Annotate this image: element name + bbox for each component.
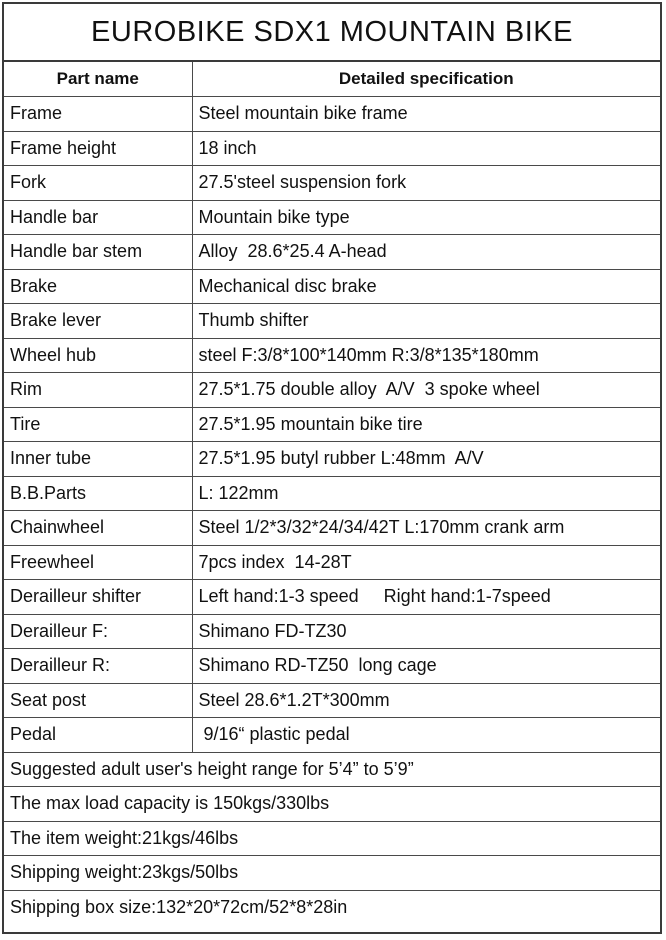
specification-cell: Thumb shifter <box>192 304 660 339</box>
specification-cell: Steel 1/2*3/32*24/34/42T L:170mm crank arm <box>192 511 660 546</box>
table-row <box>4 131 660 166</box>
table-row <box>4 476 660 511</box>
specification-cell: L: 122mm <box>192 476 660 511</box>
table-row <box>4 683 660 718</box>
specification-cell: 18 inch <box>192 131 660 166</box>
table-row <box>4 442 660 477</box>
part-name-cell: Brake <box>4 269 192 304</box>
table-row <box>4 269 660 304</box>
specification-cell: Mountain bike type <box>192 200 660 235</box>
specification-cell: steel F:3/8*100*140mm R:3/8*135*180mm <box>192 338 660 373</box>
specification-cell: 27.5*1.95 butyl rubber L:48mm A/V <box>192 442 660 477</box>
specification-cell: 9/16“ plastic pedal <box>192 718 660 753</box>
part-name-cell: B.B.Parts <box>4 476 192 511</box>
note-row <box>4 752 660 787</box>
note-row <box>4 821 660 856</box>
part-name-cell: Derailleur shifter <box>4 580 192 615</box>
specification-cell: 27.5*1.75 double alloy A/V 3 spoke wheel <box>192 373 660 408</box>
part-name-cell: Inner tube <box>4 442 192 477</box>
note-cell: Shipping weight:23kgs/50lbs <box>4 856 660 891</box>
spec-table <box>4 62 660 924</box>
table-row <box>4 200 660 235</box>
note-cell: The max load capacity is 150kgs/330lbs <box>4 787 660 822</box>
specification-cell: Left hand:1-3 speed Right hand:1-7speed <box>192 580 660 615</box>
table-header-row <box>4 62 660 97</box>
part-name-cell: Derailleur F: <box>4 614 192 649</box>
part-name-cell: Seat post <box>4 683 192 718</box>
specification-cell: Shimano RD-TZ50 long cage <box>192 649 660 684</box>
part-name-cell: Handle bar <box>4 200 192 235</box>
part-name-cell: Frame height <box>4 131 192 166</box>
table-row <box>4 580 660 615</box>
specification-cell: 27.5'steel suspension fork <box>192 166 660 201</box>
note-row <box>4 856 660 891</box>
specification-cell: Steel 28.6*1.2T*300mm <box>192 683 660 718</box>
table-row <box>4 235 660 270</box>
specification-cell: Shimano FD-TZ30 <box>192 614 660 649</box>
table-row <box>4 97 660 132</box>
part-name-cell: Freewheel <box>4 545 192 580</box>
note-cell: Shipping box size:132*20*72cm/52*8*28in <box>4 890 660 924</box>
part-name-cell: Frame <box>4 97 192 132</box>
note-row <box>4 787 660 822</box>
page-title: EUROBIKE SDX1 MOUNTAIN BIKE <box>4 4 660 62</box>
table-row <box>4 545 660 580</box>
specification-cell: Steel mountain bike frame <box>192 97 660 132</box>
part-name-cell: Handle bar stem <box>4 235 192 270</box>
table-row <box>4 649 660 684</box>
specification-cell: 7pcs index 14-28T <box>192 545 660 580</box>
table-row <box>4 511 660 546</box>
part-name-cell: Rim <box>4 373 192 408</box>
table-row <box>4 166 660 201</box>
part-name-cell: Brake lever <box>4 304 192 339</box>
part-name-cell: Pedal <box>4 718 192 753</box>
table-row <box>4 407 660 442</box>
table-row <box>4 718 660 753</box>
header-part-name: Part name <box>4 62 192 97</box>
table-row <box>4 614 660 649</box>
specification-cell: 27.5*1.95 mountain bike tire <box>192 407 660 442</box>
part-name-cell: Derailleur R: <box>4 649 192 684</box>
specification-cell: Alloy 28.6*25.4 A-head <box>192 235 660 270</box>
part-name-cell: Tire <box>4 407 192 442</box>
note-cell: The item weight:21kgs/46lbs <box>4 821 660 856</box>
table-row <box>4 304 660 339</box>
table-row <box>4 373 660 408</box>
part-name-cell: Chainwheel <box>4 511 192 546</box>
part-name-cell: Fork <box>4 166 192 201</box>
note-row <box>4 890 660 924</box>
note-cell: Suggested adult user's height range for 5’4” to 5’9” <box>4 752 660 787</box>
specification-cell: Mechanical disc brake <box>192 269 660 304</box>
spec-table-body <box>4 97 660 925</box>
table-row <box>4 338 660 373</box>
part-name-cell: Wheel hub <box>4 338 192 373</box>
header-detailed-specification: Detailed specification <box>192 62 660 97</box>
spec-sheet <box>2 2 662 934</box>
